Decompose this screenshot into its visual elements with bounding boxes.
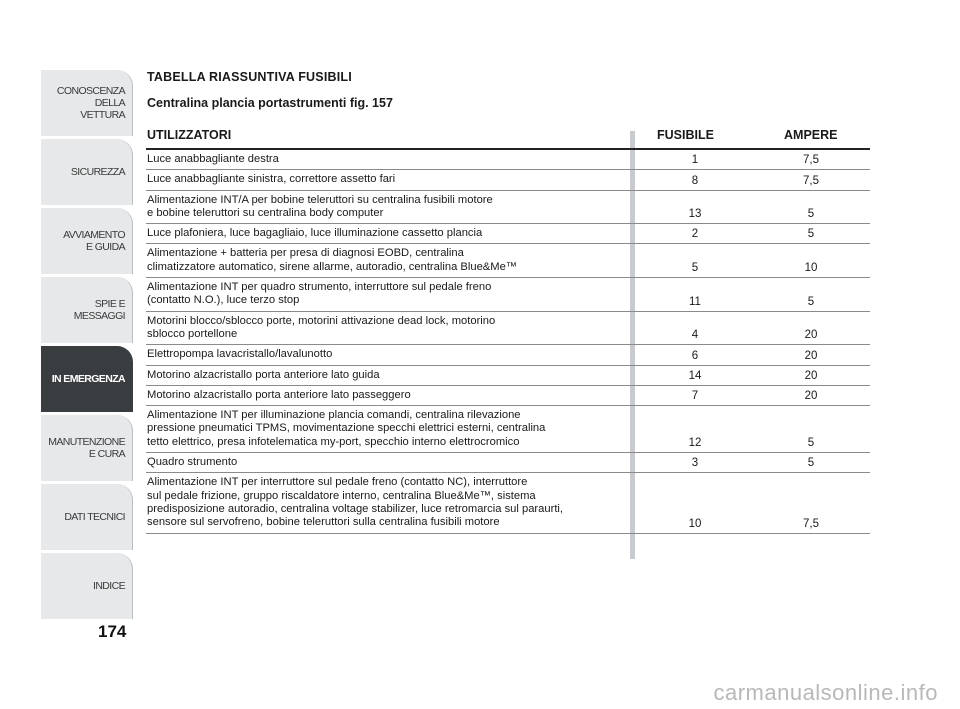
- row-description: Motorino alzacristallo porta anteriore lato passeggero: [147, 388, 411, 401]
- table-row: [146, 312, 870, 346]
- table-row: [146, 244, 870, 278]
- tab-indice[interactable]: INDICE: [41, 553, 133, 619]
- table-row: [146, 150, 870, 170]
- row-ampere: 5: [807, 208, 815, 221]
- row-fuse-number: 5: [691, 262, 699, 275]
- row-fuse-number: 11: [689, 295, 701, 308]
- tab-conoscenza-della-vettura[interactable]: CONOSCENZA DELLA VETTURA: [41, 70, 133, 136]
- row-ampere: 7,5: [803, 154, 819, 167]
- row-fuse-number: 4: [691, 329, 699, 342]
- row-ampere: 5: [807, 437, 815, 450]
- row-ampere: 7,5: [803, 517, 819, 530]
- row-ampere: 20: [804, 369, 818, 382]
- page-title: TABELLA RIASSUNTIVA FUSIBILI: [147, 70, 352, 84]
- tab-avviamento-e-guida[interactable]: AVVIAMENTO E GUIDA: [41, 208, 133, 274]
- tab-sicurezza[interactable]: SICUREZZA: [41, 139, 133, 205]
- row-ampere: 5: [807, 228, 815, 241]
- row-ampere: 5: [807, 295, 815, 308]
- row-ampere: 10: [804, 262, 818, 275]
- page-subtitle: Centralina plancia portastrumenti fig. 157: [147, 96, 393, 110]
- row-fuse-number: 14: [688, 369, 702, 382]
- row-fuse-number: 6: [691, 349, 699, 362]
- row-ampere: 7,5: [803, 174, 819, 187]
- row-description: Alimentazione INT per quadro strumento, interruttore sul pedale freno (contatto N.O.), luce terzo stop: [147, 281, 492, 307]
- row-description: Alimentazione INT per illuminazione plancia comandi, centralina rilevazione pressione pneumatici TPMS, movimentazione specchi elettrici esterni, centralina tetto elettrico, presa infotelematica my-port, specchio interno elettrocromico: [147, 409, 546, 448]
- table-row: [146, 224, 870, 244]
- row-fuse-number: 8: [691, 174, 699, 187]
- page-number: 174: [98, 622, 127, 641]
- row-fuse-number: 13: [688, 208, 702, 221]
- row-description: Alimentazione + batteria per presa di diagnosi EOBD, centralina climatizzatore automatico, sirene allarme, autoradio, centralina Blue&Me™: [147, 247, 517, 273]
- header-fusibile: FUSIBILE: [657, 128, 714, 142]
- table-row: [146, 453, 870, 473]
- row-description: Quadro strumento: [147, 456, 238, 469]
- table-row: [146, 406, 870, 453]
- row-fuse-number: 7: [691, 390, 699, 403]
- row-fuse-number: 12: [688, 437, 702, 450]
- row-description: Luce plafoniera, luce bagagliaio, luce illuminazione cassetto plancia: [147, 227, 483, 240]
- watermark: carmanualsonline.info: [713, 680, 938, 705]
- row-ampere: 5: [807, 457, 815, 470]
- table-row: [146, 386, 870, 406]
- row-fuse-number: 3: [691, 457, 699, 470]
- table-row: [146, 366, 870, 386]
- row-ampere: 20: [804, 349, 818, 362]
- row-fuse-number: 1: [691, 154, 699, 167]
- header-ampere: AMPERE: [784, 128, 838, 142]
- table-row: [146, 278, 870, 312]
- table-row: [146, 345, 870, 365]
- row-ampere: 20: [804, 390, 818, 403]
- row-description: Elettropompa lavacristallo/lavalunotto: [147, 348, 333, 361]
- row-description: Alimentazione INT/A per bobine teleruttori su centralina fusibili motore e bobine teleruttori su centralina body computer: [147, 193, 493, 219]
- row-description: Luce anabbagliante destra: [147, 153, 279, 165]
- tab-manutenzione-e-cura[interactable]: MANUTENZIONE E CURA: [41, 415, 133, 481]
- row-description: Luce anabbagliante sinistra, correttore assetto fari: [147, 173, 396, 186]
- table-row: [146, 473, 870, 533]
- row-description: Alimentazione INT per interruttore sul pedale freno (contatto NC), interruttore sul pedale frizione, gruppo riscaldatore interno, centralina Blue&Me™, sistema predisposizione autoradio, centralina voltage stabilizer, luce retromarcia sul paraurti, sensore sul servofreno, bobine teleruttori sulla centralina fusibili motore: [147, 476, 564, 529]
- row-fuse-number: 2: [691, 228, 699, 241]
- row-ampere: 20: [804, 329, 818, 342]
- row-fuse-number: 10: [688, 517, 702, 530]
- tab-spie-e-messaggi[interactable]: SPIE E MESSAGGI: [41, 277, 133, 343]
- tab-dati-tecnici[interactable]: DATI TECNICI: [41, 484, 133, 550]
- row-description: Motorino alzacristallo porta anteriore lato guida: [147, 368, 380, 381]
- tab-in-emergenza[interactable]: IN EMERGENZA: [41, 346, 133, 412]
- row-description: Motorini blocco/sblocco porte, motorini attivazione dead lock, motorino sblocco portellone: [147, 314, 496, 340]
- header-utilizzatori: UTILIZZATORI: [147, 128, 232, 142]
- table-row: [146, 191, 870, 225]
- fuse-table: [146, 150, 870, 534]
- table-row: [146, 170, 870, 190]
